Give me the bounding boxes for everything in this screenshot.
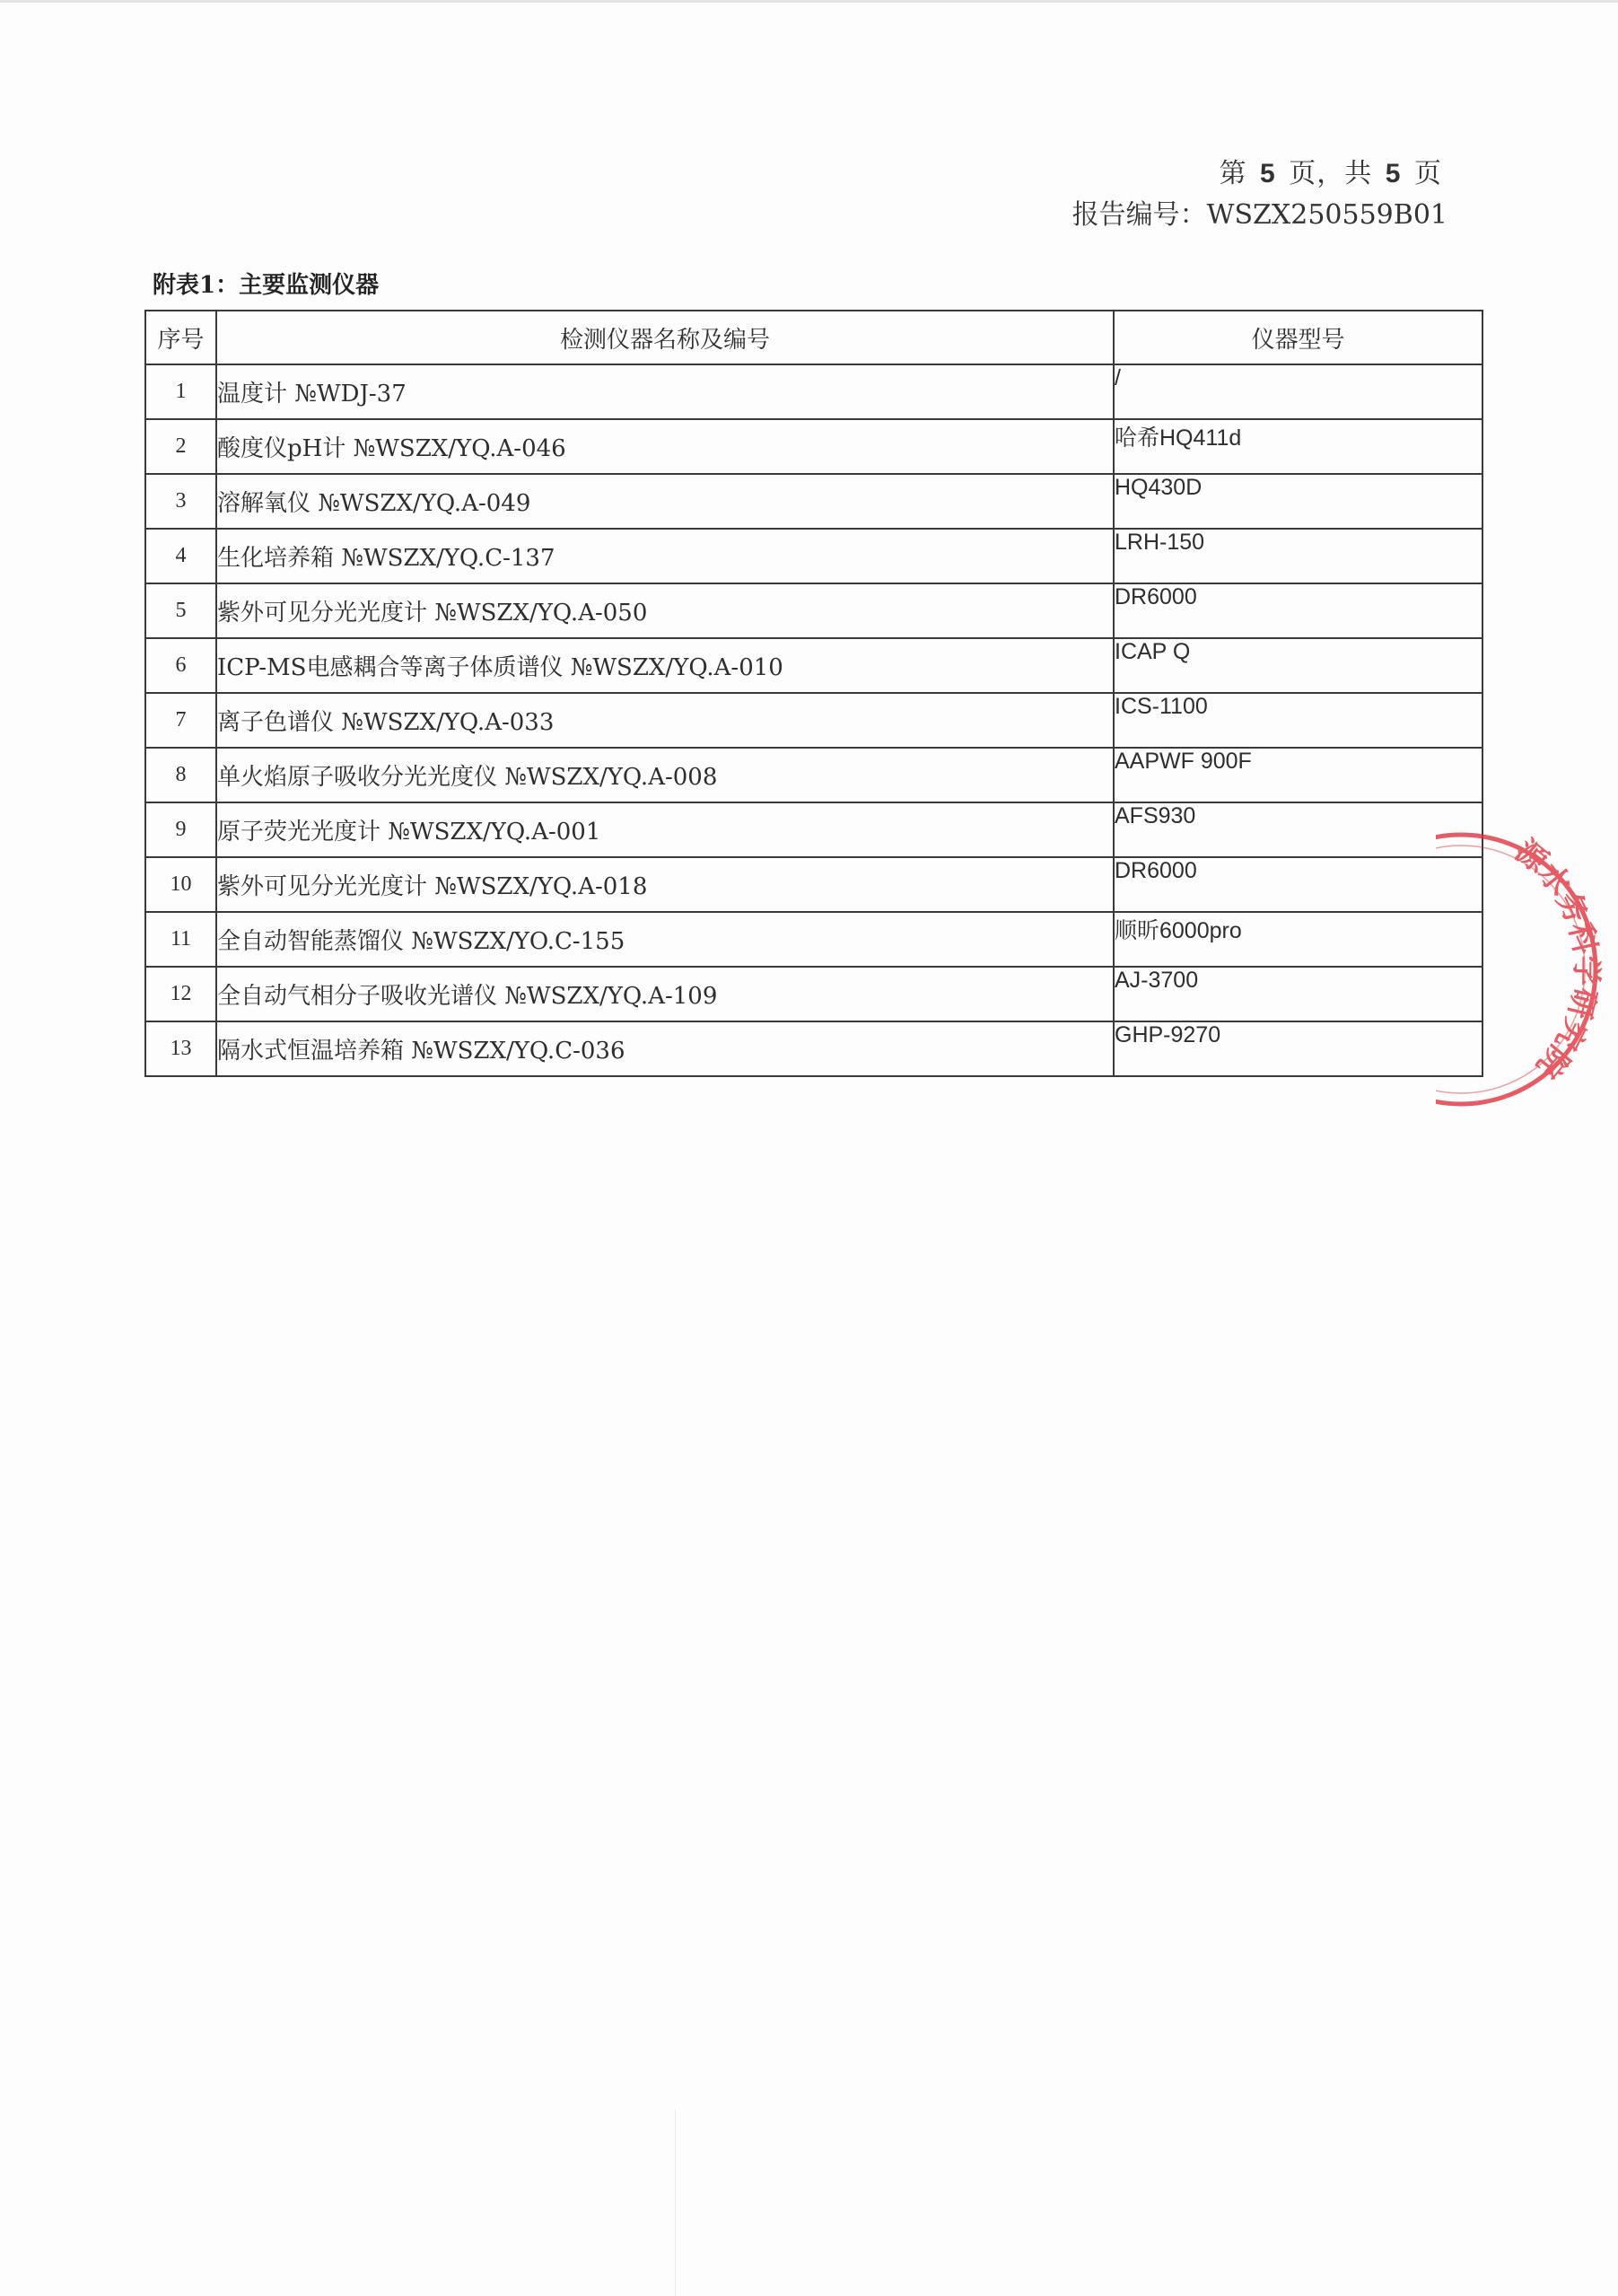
header-instrument-name: 检测仪器名称及编号 [216, 311, 1114, 364]
report-number-line [1072, 192, 1447, 232]
header-seq: 序号 [145, 311, 216, 364]
row-instrument-name: ICP-MS电感耦合等离子体质谱仪 №WSZX/YQ.A-010 [216, 638, 1114, 693]
row-instrument-model: LRH-150 [1114, 529, 1482, 583]
table-row [145, 583, 1482, 638]
row-seq: 4 [145, 529, 216, 583]
row-seq: 2 [145, 419, 216, 474]
table-row [145, 364, 1482, 419]
row-instrument-model: 顺昕6000pro [1114, 912, 1482, 967]
row-instrument-model: DR6000 [1114, 583, 1482, 638]
row-seq: 9 [145, 802, 216, 857]
report-number: WSZX250559B01 [1206, 199, 1447, 231]
row-seq: 12 [145, 967, 216, 1021]
table-header-row [145, 311, 1482, 364]
table-row [145, 529, 1482, 583]
table-row [145, 802, 1482, 857]
row-seq: 1 [145, 364, 216, 419]
page-middle: 页，共 [1289, 158, 1373, 189]
table-row [145, 967, 1482, 1021]
scan-fold-line [675, 2109, 676, 2296]
row-instrument-name: 单火焰原子吸收分光光度仪 №WSZX/YQ.A-008 [216, 748, 1114, 802]
appendix-title: 附表1：主要监测仪器 [153, 272, 380, 299]
table-row [145, 474, 1482, 529]
table-row [145, 419, 1482, 474]
row-instrument-model: HQ430D [1114, 474, 1482, 529]
row-seq: 8 [145, 748, 216, 802]
row-seq: 11 [145, 912, 216, 967]
row-instrument-name: 温度计 №WDJ-37 [216, 364, 1114, 419]
row-seq: 3 [145, 474, 216, 529]
row-instrument-name: 紫外可见分光光度计 №WSZX/YQ.A-050 [216, 583, 1114, 638]
table-row [145, 638, 1482, 693]
table-row [145, 1021, 1482, 1076]
row-instrument-model: AFS930 [1114, 802, 1482, 857]
report-number-label: 报告编号： [1071, 199, 1207, 231]
row-seq: 6 [145, 638, 216, 693]
table-row [145, 912, 1482, 967]
page-current: 5 [1259, 159, 1276, 188]
row-instrument-name: 全自动智能蒸馏仪 №WSZX/YO.C-155 [216, 912, 1114, 967]
row-instrument-name: 全自动气相分子吸收光谱仪 №WSZX/YQ.A-109 [216, 967, 1114, 1021]
page-counter [1219, 151, 1442, 190]
row-instrument-name: 酸度仪pH计 №WSZX/YQ.A-046 [216, 419, 1114, 474]
row-instrument-name: 紫外可见分光光度计 №WSZX/YQ.A-018 [216, 857, 1114, 912]
row-instrument-model: GHP-9270 [1114, 1021, 1482, 1076]
row-instrument-name: 原子荧光光度计 №WSZX/YQ.A-001 [216, 802, 1114, 857]
page-total: 5 [1385, 159, 1402, 188]
row-instrument-model: / [1114, 364, 1482, 419]
table-row [145, 693, 1482, 748]
row-seq: 5 [145, 583, 216, 638]
row-instrument-model: ICAP Q [1114, 638, 1482, 693]
row-seq: 13 [145, 1021, 216, 1076]
page-suffix: 页 [1414, 158, 1442, 189]
row-instrument-name: 溶解氧仪 №WSZX/YQ.A-049 [216, 474, 1114, 529]
row-instrument-model: AJ-3700 [1114, 967, 1482, 1021]
row-instrument-model: DR6000 [1114, 857, 1482, 912]
row-instrument-name: 离子色谱仪 №WSZX/YQ.A-033 [216, 693, 1114, 748]
row-instrument-model: ICS-1100 [1114, 693, 1482, 748]
header-instrument-model: 仪器型号 [1114, 311, 1482, 364]
table-row [145, 748, 1482, 802]
seal-text-path: 源水务科学研究院 [1508, 832, 1605, 1085]
table-row [145, 857, 1482, 912]
seal-text [1509, 833, 1605, 1085]
row-instrument-model: AAPWF 900F [1114, 748, 1482, 802]
row-instrument-name: 隔水式恒温培养箱 №WSZX/YQ.C-036 [216, 1021, 1114, 1076]
row-seq: 7 [145, 693, 216, 748]
page-top-edge [0, 0, 1618, 3]
page-prefix: 第 [1219, 158, 1247, 189]
instruments-table [144, 310, 1483, 1077]
row-instrument-model: 哈希HQ411d [1114, 419, 1482, 474]
row-seq: 10 [145, 857, 216, 912]
row-instrument-name: 生化培养箱 №WSZX/YQ.C-137 [216, 529, 1114, 583]
